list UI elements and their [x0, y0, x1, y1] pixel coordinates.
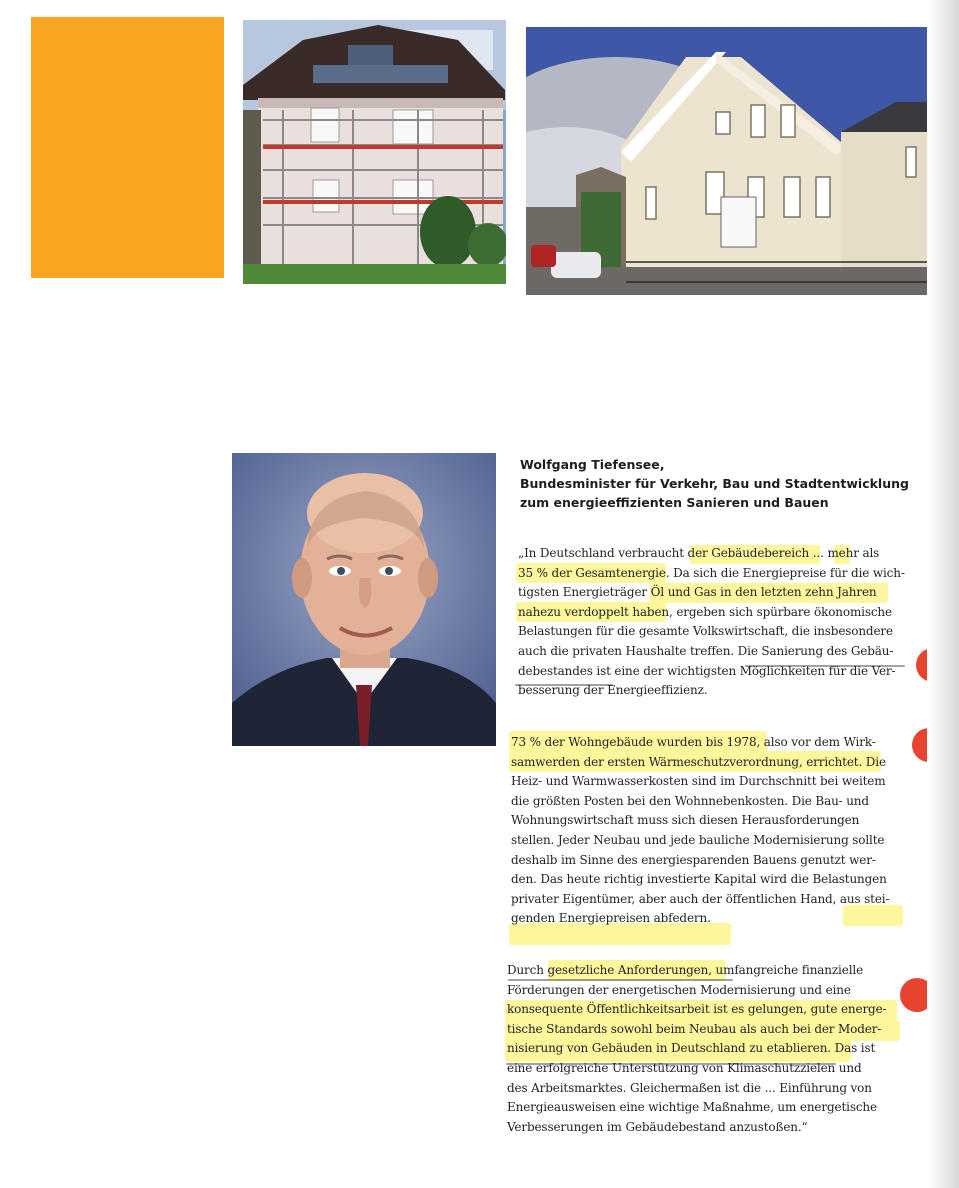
quote-paragraph-1 [518, 544, 905, 701]
page-gutter-shadow [927, 0, 959, 1188]
person-role: Bundesminister für Verkehr, Bau und Stadtentwicklung [520, 476, 909, 491]
quote-topic: zum energieeffizienten Sanieren und Bauen [520, 495, 829, 510]
text-line: genden Energiepreisen abfedern. [511, 911, 711, 926]
orange-color-block [31, 17, 224, 278]
minister-portrait-photo [232, 453, 496, 746]
text-line: eine erfolgreiche Unterstützung von Klimaschutzzielen und [507, 1060, 862, 1075]
text-line: den. Das heute richtig investierte Kapital wird die Belastungen [511, 872, 887, 887]
quote-paragraph-3 [507, 961, 886, 1137]
text-line: privater Eigentümer, aber auch der öffentlichen Hand, aus stei- [511, 891, 890, 906]
quote-paragraph-2 [511, 733, 889, 929]
text-line: debestandes ist eine der wichtigsten Möglichkeiten für die Ver- [518, 663, 896, 678]
text-line: Förderungen der energetischen Modernisierung und eine [507, 982, 851, 997]
text-line: die größten Posten bei den Wohnnebenkosten. Die Bau- und [511, 793, 869, 808]
text-line: konsequente Öffentlichkeitsarbeit ist es gelungen, gute energe- [507, 1002, 887, 1017]
text-line: samwerden der ersten Wärmeschutzverordnung, errichtet. Die [511, 754, 886, 769]
text-line: 73 % der Wohngebäude wurden bis 1978, also vor dem Wirk- [511, 735, 876, 749]
text-line: nahezu verdoppelt haben, ergeben sich spürbare ökonomische [518, 604, 892, 619]
text-line: 35 % der Gesamtenergie. Da sich die Energiepreise für die wich- [518, 565, 905, 580]
text-line: Energieausweisen eine wichtige Maßnahme, um energetische [507, 1100, 877, 1115]
text-line: Durch gesetzliche Anforderungen, umfangreiche finanzielle [507, 963, 864, 977]
text-line: Verbesserungen im Gebäudebestand anzustoßen.“ [507, 1119, 808, 1134]
text-line: Heiz- und Warmwasserkosten sind im Durchschnitt bei weitem [511, 774, 886, 789]
text-line: tigsten Energieträger Öl und Gas in den letzten zehn Jahren [518, 585, 877, 600]
house-renovation-photo [243, 20, 506, 284]
text-line: besserung der Energieeffizienz. [518, 683, 708, 698]
quote-byline [520, 455, 920, 512]
text-line: Belastungen für die gesamte Volkswirtschaft, die insbesondere [518, 624, 893, 639]
text-line: nisierung von Gebäuden in Deutschland zu etablieren. Das ist [507, 1041, 876, 1056]
renovated-house-photo [526, 27, 932, 295]
text-line: tische Standards sowohl beim Neubau als auch bei der Moder- [507, 1021, 882, 1036]
text-line: Wohnungswirtschaft muss sich diesen Herausforderungen [511, 813, 860, 828]
text-line: deshalb im Sinne des energiesparenden Bauens genutzt wer- [511, 852, 876, 867]
text-line: des Arbeitsmarktes. Gleichermaßen ist die ... Einführung von [507, 1080, 872, 1095]
text-line: stellen. Jeder Neubau und jede bauliche Modernisierung sollte [511, 832, 885, 847]
text-line: auch die privaten Haushalte treffen. Die Sanierung des Gebäu- [518, 643, 894, 658]
text-line: „In Deutschland verbraucht der Gebäudebereich ... mehr als [518, 546, 880, 560]
person-name: Wolfgang Tiefensee, [520, 457, 665, 472]
